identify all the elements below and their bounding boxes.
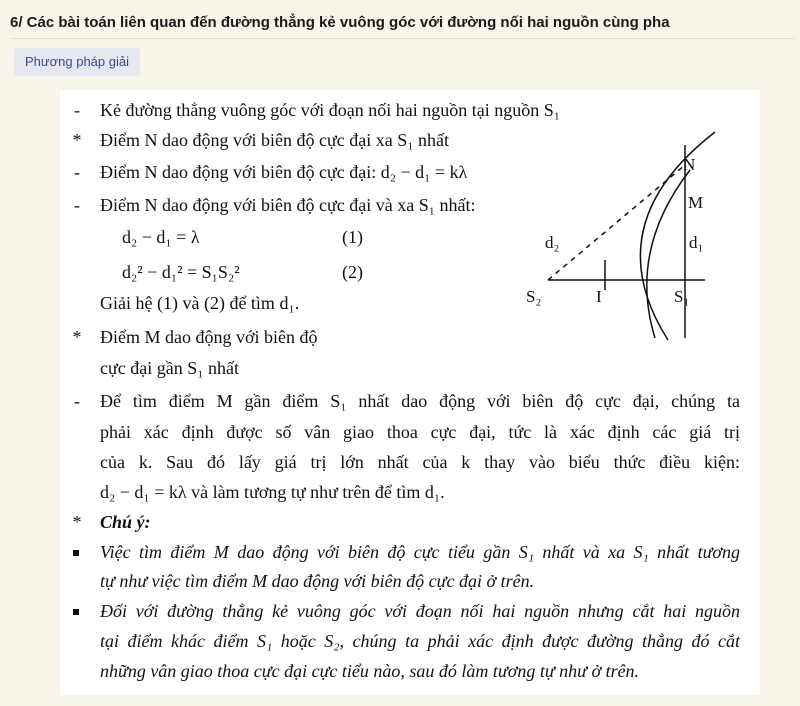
note-line: Đối với đường thẳng kẻ vuông góc với đoạn nối hai nguồn nhưng cắt hai nguồn — [100, 601, 740, 621]
text-line: cực đại gần S₁ nhất — [100, 358, 239, 378]
square-bullet-icon — [73, 609, 79, 615]
star-marker: * — [72, 512, 82, 532]
dash-marker: - — [74, 100, 80, 120]
label-s2: S₂ — [526, 287, 542, 306]
label-s1: S₁ — [674, 287, 690, 306]
dash-marker: - — [74, 162, 80, 182]
text-line: Điểm N dao động với biên độ cực đại và xa S₁ nhất: — [100, 195, 476, 215]
text-line: Điểm N dao động với biên độ cực đại xa S₁ nhất — [100, 130, 449, 150]
method-content-panel — [60, 90, 760, 695]
equation-2: d₂² − d₁² = S₁S₂² — [122, 262, 240, 282]
star-marker: * — [72, 327, 82, 347]
note-heading: Chú ý: — [100, 512, 151, 532]
label-m: M — [688, 193, 704, 212]
equation-1-number: (1) — [342, 227, 363, 247]
dash-marker: - — [74, 391, 80, 411]
equation-2-number: (2) — [342, 262, 363, 282]
text-line: phải xác định được số vân giao thoa cực đại, tức là xác định các giá trị — [100, 422, 740, 442]
square-bullet-icon — [73, 550, 79, 556]
dash-marker: - — [74, 195, 80, 215]
interference-diagram — [500, 130, 760, 380]
section-heading: 6/ Các bài toán liên quan đến đường thẳng kẻ vuông góc với đường nối hai nguồn cùng pha — [10, 12, 795, 39]
hyperbola-curve-outer — [640, 132, 715, 340]
star-marker: * — [72, 130, 82, 150]
text-line: Điểm N dao động với biên độ cực đại: d₂ − d₁ = kλ — [100, 162, 468, 182]
text-line: Kẻ đường thẳng vuông góc với đoạn nối hai nguồn tại nguồn S₁ — [100, 100, 561, 120]
text-line: của k. Sau đó lấy giá trị lớn nhất của k thay vào biểu thức điều kiện: — [100, 452, 740, 472]
label-n: N — [683, 155, 696, 174]
note-line: tự như việc tìm điểm M dao động với biên độ cực đại ở trên. — [100, 571, 535, 591]
note-line: những vân giao thoa cực đại cực tiểu nào, sau đó làm tương tự như ở trên. — [100, 661, 640, 681]
note-line: tại điểm khác điểm S₁ hoặc S₂, chúng ta phải xác định được đường thẳng đó cắt — [100, 631, 740, 651]
text-line: Điểm M dao động với biên độ — [100, 327, 318, 347]
text-line: Giải hệ (1) và (2) để tìm d₁. — [100, 293, 300, 313]
note-line: Việc tìm điểm M dao động với biên độ cực tiểu gần S₁ nhất và xa S₁ nhất tương — [100, 542, 740, 562]
label-i: I — [596, 287, 602, 306]
label-d2: d₂ — [545, 233, 560, 252]
text-line: Để tìm điểm M gần điểm S₁ nhất dao động với biên độ cực đại, chúng ta — [100, 391, 740, 411]
text-line: d₂ − d₁ = kλ và làm tương tự như trên để tìm d₁. — [100, 482, 445, 502]
label-d1: d₁ — [689, 233, 704, 252]
equation-1: d₂ − d₁ = λ — [122, 227, 200, 247]
tab-phuong-phap-giai[interactable]: Phương pháp giải — [14, 48, 140, 76]
